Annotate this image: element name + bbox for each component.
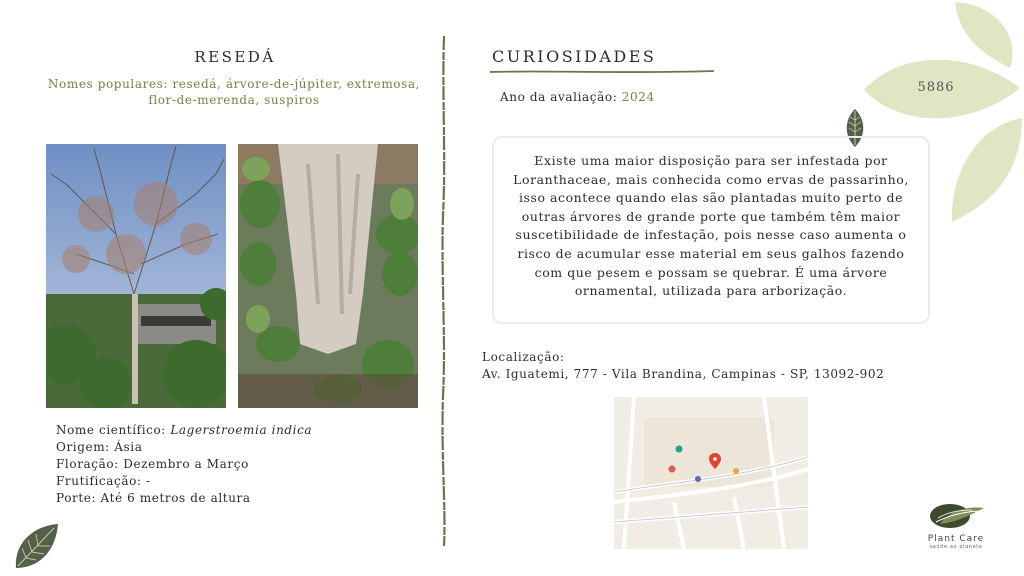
origin: Origem: Ásia <box>56 440 143 454</box>
logo-icon <box>926 502 986 530</box>
plant-title: RESEDÁ <box>194 48 276 66</box>
location-label: Localização: <box>482 350 565 364</box>
plant-care-logo <box>918 502 994 550</box>
scientific-name-row <box>56 422 386 439</box>
evaluation-year <box>500 90 655 104</box>
record-code: 5886 <box>917 80 955 95</box>
tree-photo <box>46 144 226 408</box>
curiosities-text: Existe uma maior disposição para ser infestada por Loranthaceae, mais conhecida como ervas de passarinho, isso acontece quando elas são plantadas muito perto de outras árvores de grande porte que também têm maior suscetibilidade de infestação, pois nesse caso aumenta o risco de acumular esse material em seus galhos fazendo com que pesem e possam se quebrar. É uma árvore ornamental, utilizada para arborização. <box>492 136 930 324</box>
scientific-name: Lagerstroemia indica <box>170 423 313 437</box>
flowering: Floração: Dezembro a Março <box>56 457 249 471</box>
leaf-icon <box>12 522 60 570</box>
plant-facts <box>56 422 386 507</box>
location-map[interactable] <box>614 397 808 549</box>
location-address: Av. Iguatemi, 777 - Vila Brandina, Campinas - SP, 13092-902 <box>482 367 885 381</box>
logo-brand: Plant Care <box>927 534 985 544</box>
evaluation-value: 2024 <box>621 90 655 104</box>
trunk-photo <box>238 144 418 408</box>
scientific-label: Nome científico: <box>56 423 166 437</box>
column-divider <box>436 36 452 546</box>
title-underline <box>490 68 714 76</box>
curiosities-title: CURIOSIDADES <box>492 47 657 66</box>
logo-tagline: saúde ao planeta <box>929 544 983 550</box>
popular-names: Nomes populares: resedá, árvore-de-júpiter, extremosa, flor-de-merenda, suspiros <box>47 77 421 107</box>
fruiting: Frutificação: - <box>56 474 151 488</box>
evaluation-label: Ano da avaliação: <box>500 90 618 104</box>
size: Porte: Até 6 metros de altura <box>56 491 251 505</box>
